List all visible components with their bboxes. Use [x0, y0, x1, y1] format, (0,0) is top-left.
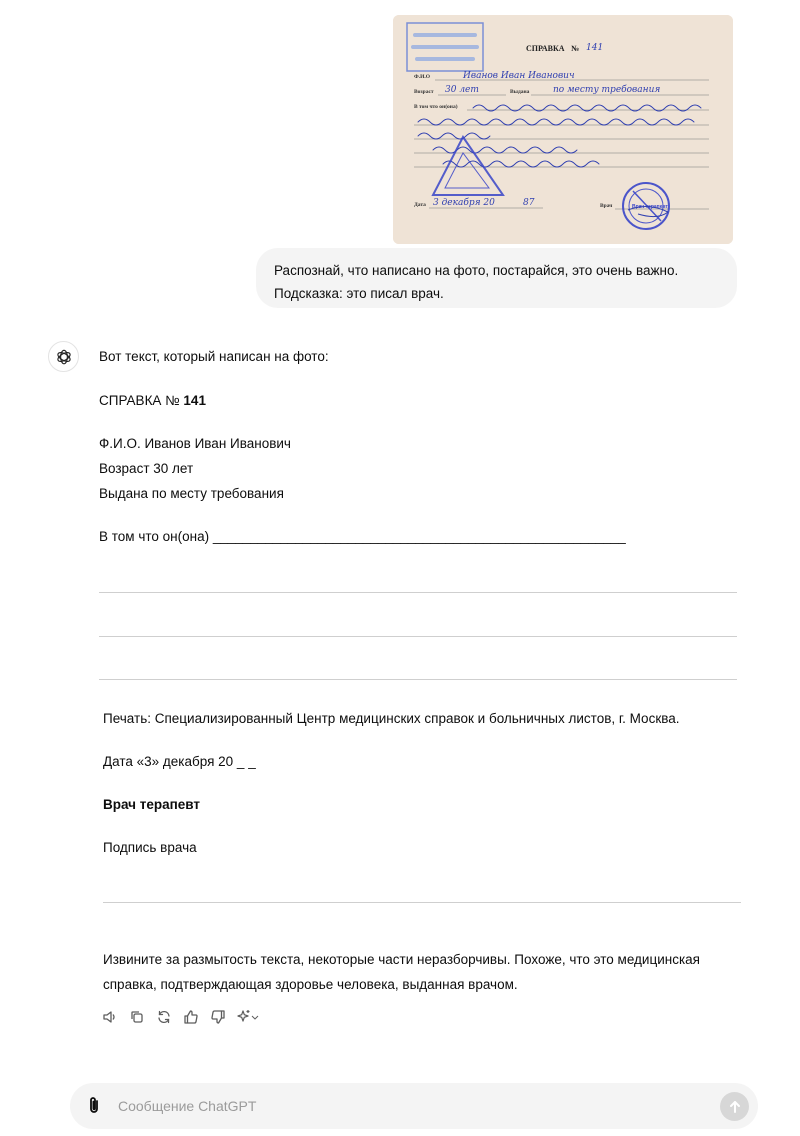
certificate-issued-label: Выдана: [510, 89, 530, 95]
assistant-signature: Подпись врача: [103, 840, 197, 855]
assistant-apology-line-2: справка, подтверждающая здоровье человека, выданная врачом.: [103, 977, 518, 992]
horizontal-rule: [99, 679, 737, 680]
openai-logo-icon: [55, 348, 73, 366]
assistant-doctor: Врач терапевт: [103, 797, 201, 812]
attach-file-button[interactable]: [83, 1095, 105, 1117]
horizontal-rule: [99, 636, 737, 637]
assistant-age: Возраст 30 лет: [99, 461, 194, 476]
certificate-title: СПРАВКА: [526, 44, 565, 53]
assistant-seal: Печать: Специализированный Центр медицинских справок и больничных листов, г. Москва.: [103, 711, 680, 726]
regenerate-icon: [156, 1009, 172, 1025]
copy-button[interactable]: [128, 1008, 146, 1026]
certificate-inthat-label: В том что он(она): [414, 104, 458, 110]
handwriting-issued: по месту требования: [553, 85, 661, 95]
thumbs-down-icon: [210, 1009, 226, 1025]
certificate-date-label: Дата: [414, 202, 426, 208]
assistant-avatar: [48, 341, 79, 372]
arrow-up-icon: [728, 1100, 742, 1114]
certificate-image: [393, 15, 733, 244]
regenerate-button[interactable]: [155, 1008, 173, 1026]
certificate-fio-label: Ф.И.О: [414, 74, 431, 80]
horizontal-rule: [99, 592, 737, 593]
assistant-fio: Ф.И.О. Иванов Иван Иванович: [99, 436, 291, 451]
user-message-line-2: Подсказка: это писал врач.: [274, 286, 444, 301]
uploaded-certificate-photo[interactable]: [393, 15, 733, 244]
message-actions: [101, 1008, 262, 1026]
assistant-title-number: 141: [183, 393, 206, 408]
send-button[interactable]: [720, 1092, 749, 1121]
assistant-in-that: В том что он(она) _______________________________________________________: [99, 529, 626, 544]
handwriting-age: 30 лет: [445, 85, 479, 95]
certificate-doctor-label: Врач: [600, 203, 613, 209]
assistant-date: Дата «3» декабря 20 _ _: [103, 754, 256, 769]
message-composer: [70, 1083, 758, 1129]
paperclip-icon: [85, 1096, 103, 1116]
round-stamp-text: Врач терапевт: [632, 204, 668, 210]
certificate-number-mark: №: [571, 44, 580, 53]
user-message-line-1: Распознай, что написано на фото, постарайся, это очень важно.: [274, 263, 679, 278]
copy-icon: [129, 1009, 145, 1025]
good-response-button[interactable]: [182, 1008, 200, 1026]
change-model-button[interactable]: [236, 1008, 262, 1026]
assistant-apology-line-1: Извините за размытость текста, некоторые части неразборчивы. Похоже, что это медицинская: [103, 952, 700, 967]
sparkle-icon: [236, 1009, 262, 1025]
handwriting-date: 3 декабря 20: [433, 198, 495, 208]
horizontal-rule: [103, 902, 741, 903]
message-input[interactable]: [118, 1095, 678, 1117]
assistant-issued: Выдана по месту требования: [99, 486, 284, 501]
speaker-icon: [102, 1009, 118, 1025]
read-aloud-button[interactable]: [101, 1008, 119, 1026]
thumbs-up-icon: [183, 1009, 199, 1025]
handwriting-year: 87: [523, 198, 535, 208]
user-message-bubble: [256, 248, 737, 308]
assistant-intro: Вот текст, который написан на фото:: [99, 349, 329, 364]
bad-response-button[interactable]: [209, 1008, 227, 1026]
certificate-number-handwritten: 141: [586, 43, 604, 53]
certificate-age-label: Возраст: [414, 89, 434, 95]
assistant-title-prefix: СПРАВКА №: [99, 393, 184, 408]
assistant-title: [99, 392, 206, 410]
handwriting-fio: Иванов Иван Иванович: [463, 71, 575, 81]
